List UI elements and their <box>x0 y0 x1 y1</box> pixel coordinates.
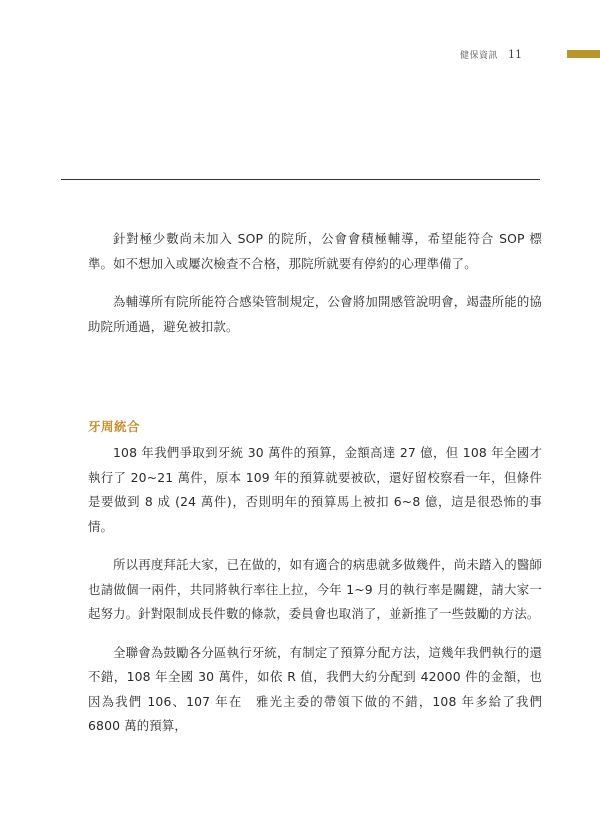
intro-section <box>88 227 542 339</box>
perio-paragraph: 108 年我們爭取到牙統 30 萬件的預算，金額高達 27 億，但 108 年全國才執行了 20~21 萬件，原本 109 年的預算就要被砍，還好留校察看一年，但條件是要做到 8 成 (24 萬件)，否則明年的預算馬上被扣 6~8 億，這是很恐怖的事情。 <box>88 445 542 534</box>
page-number: 11 <box>508 47 523 61</box>
intro-paragraph: 針對極少數尚未加入 SOP 的院所，公會會積極輔導，希望能符合 SOP 標準。如不想加入或屢次檢查不合格，那院所就要有停約的心理準備了。 <box>88 231 542 271</box>
section-divider <box>61 179 540 180</box>
running-header <box>460 46 522 62</box>
perio-section <box>88 441 542 739</box>
perio-paragraph: 所以再度拜託大家，已在做的，如有適合的病患就多做幾件，尚未踏入的醫師也請做個一兩件，共同將執行率往上拉，今年 1~9 月的執行率是關鍵，請大家一起努力。針對限制成長件數的條款，委員會也取消了，並新推了一些鼓勵的方法。 <box>88 557 542 621</box>
perio-paragraph: 全聯會為鼓勵各分區執行牙統，有制定了預算分配方法，這幾年我們執行的還不錯，108 年全國 30 萬件，如依 R 值，我們大約分配到 42000 件的金額，也因為我們 106、107 年在 雅光主委的帶領下做的不錯，108 年多給了我們 6800 萬的預算， <box>88 644 542 733</box>
section-heading: 牙周統合 <box>88 419 141 434</box>
header-accent-bar <box>567 50 600 58</box>
intro-paragraph: 為輔導所有院所能符合感染管制規定，公會將加開感管說明會，竭盡所能的協助院所通過，避免被扣款。 <box>88 294 542 334</box>
header-title: 健保資訊 <box>460 50 499 61</box>
